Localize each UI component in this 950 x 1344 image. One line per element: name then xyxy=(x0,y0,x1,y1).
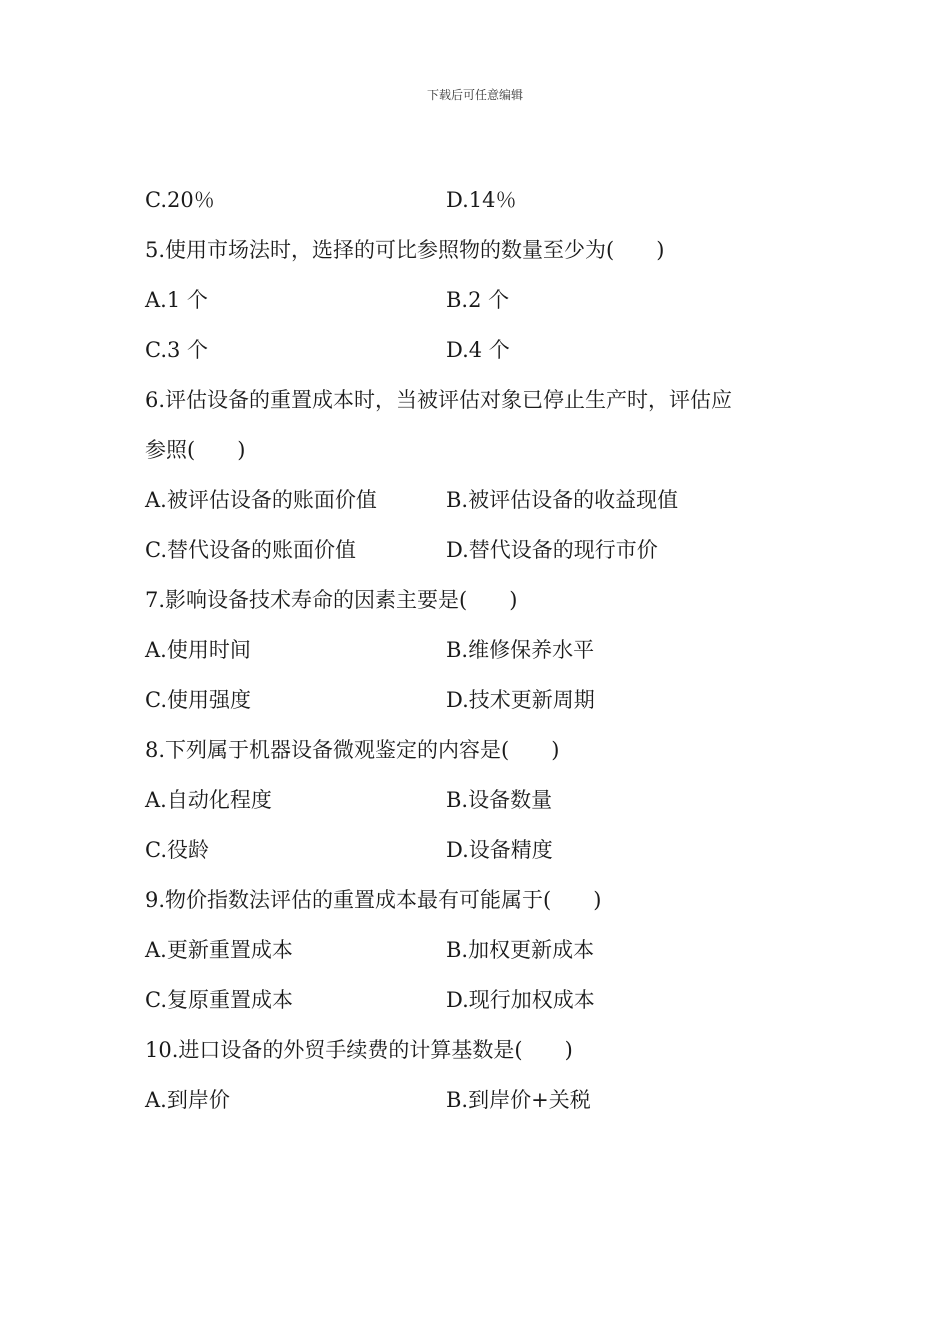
q9-stem: 9.物价指数法评估的重置成本最有可能属于( ) xyxy=(145,888,602,912)
q7-stem: 7.影响设备技术寿命的因素主要是( ) xyxy=(145,588,518,612)
q7-option-c: C.使用强度 xyxy=(145,688,251,712)
q6-options-cd xyxy=(145,525,825,575)
q9-option-b: B.加权更新成本 xyxy=(446,938,595,962)
q8-option-d: D.设备精度 xyxy=(446,838,553,862)
q5-options-ab xyxy=(145,275,825,325)
q8-options-cd xyxy=(145,825,825,875)
q4-option-c: C.20％ xyxy=(145,188,215,212)
q7-option-a: A.使用时间 xyxy=(145,638,251,662)
q5-option-d: D.4 个 xyxy=(446,338,510,362)
q6-stem-line1: 6.评估设备的重置成本时，当被评估对象已停止生产时，评估应 xyxy=(145,388,733,412)
q5-options-cd xyxy=(145,325,825,375)
q8-options-ab xyxy=(145,775,825,825)
q7-option-d: D.技术更新周期 xyxy=(446,688,595,712)
q9-option-c: C.复原重置成本 xyxy=(145,988,293,1012)
q10-options-ab xyxy=(145,1075,825,1125)
q7-options-ab xyxy=(145,625,825,675)
q10-option-a: A.到岸价 xyxy=(145,1088,230,1112)
q10-option-b: B.到岸价+关税 xyxy=(446,1088,591,1112)
q4-options-cd xyxy=(145,175,825,225)
q8-option-b: B.设备数量 xyxy=(446,788,553,812)
q8-option-a: A.自动化程度 xyxy=(145,788,272,812)
q6-option-c: C.替代设备的账面价值 xyxy=(145,538,356,562)
q5-option-c: C.3 个 xyxy=(145,338,209,362)
q7-options-cd xyxy=(145,675,825,725)
q9-options-cd xyxy=(145,975,825,1025)
q5-option-b: B.2 个 xyxy=(446,288,510,312)
q6-option-a: A.被评估设备的账面价值 xyxy=(145,488,377,512)
q9-options-ab xyxy=(145,925,825,975)
question-list xyxy=(145,175,825,1125)
q5-stem: 5.使用市场法时，选择的可比参照物的数量至少为( ) xyxy=(145,238,665,262)
q9-option-a: A.更新重置成本 xyxy=(145,938,293,962)
q4-option-d: D.14％ xyxy=(446,188,517,212)
q8-stem: 8.下列属于机器设备微观鉴定的内容是( ) xyxy=(145,738,560,762)
q10-stem: 10.进口设备的外贸手续费的计算基数是( ) xyxy=(145,1038,573,1062)
q6-stem-line2: 参照( ) xyxy=(145,438,246,462)
q5-option-a: A.1 个 xyxy=(145,288,208,312)
q7-option-b: B.维修保养水平 xyxy=(446,638,595,662)
q8-option-c: C.役龄 xyxy=(145,838,209,862)
page-header: 下载后可任意编辑 xyxy=(426,88,523,102)
q6-option-b: B.被评估设备的收益现值 xyxy=(446,488,679,512)
q9-option-d: D.现行加权成本 xyxy=(446,988,595,1012)
q6-option-d: D.替代设备的现行市价 xyxy=(446,538,658,562)
q6-options-ab xyxy=(145,475,825,525)
